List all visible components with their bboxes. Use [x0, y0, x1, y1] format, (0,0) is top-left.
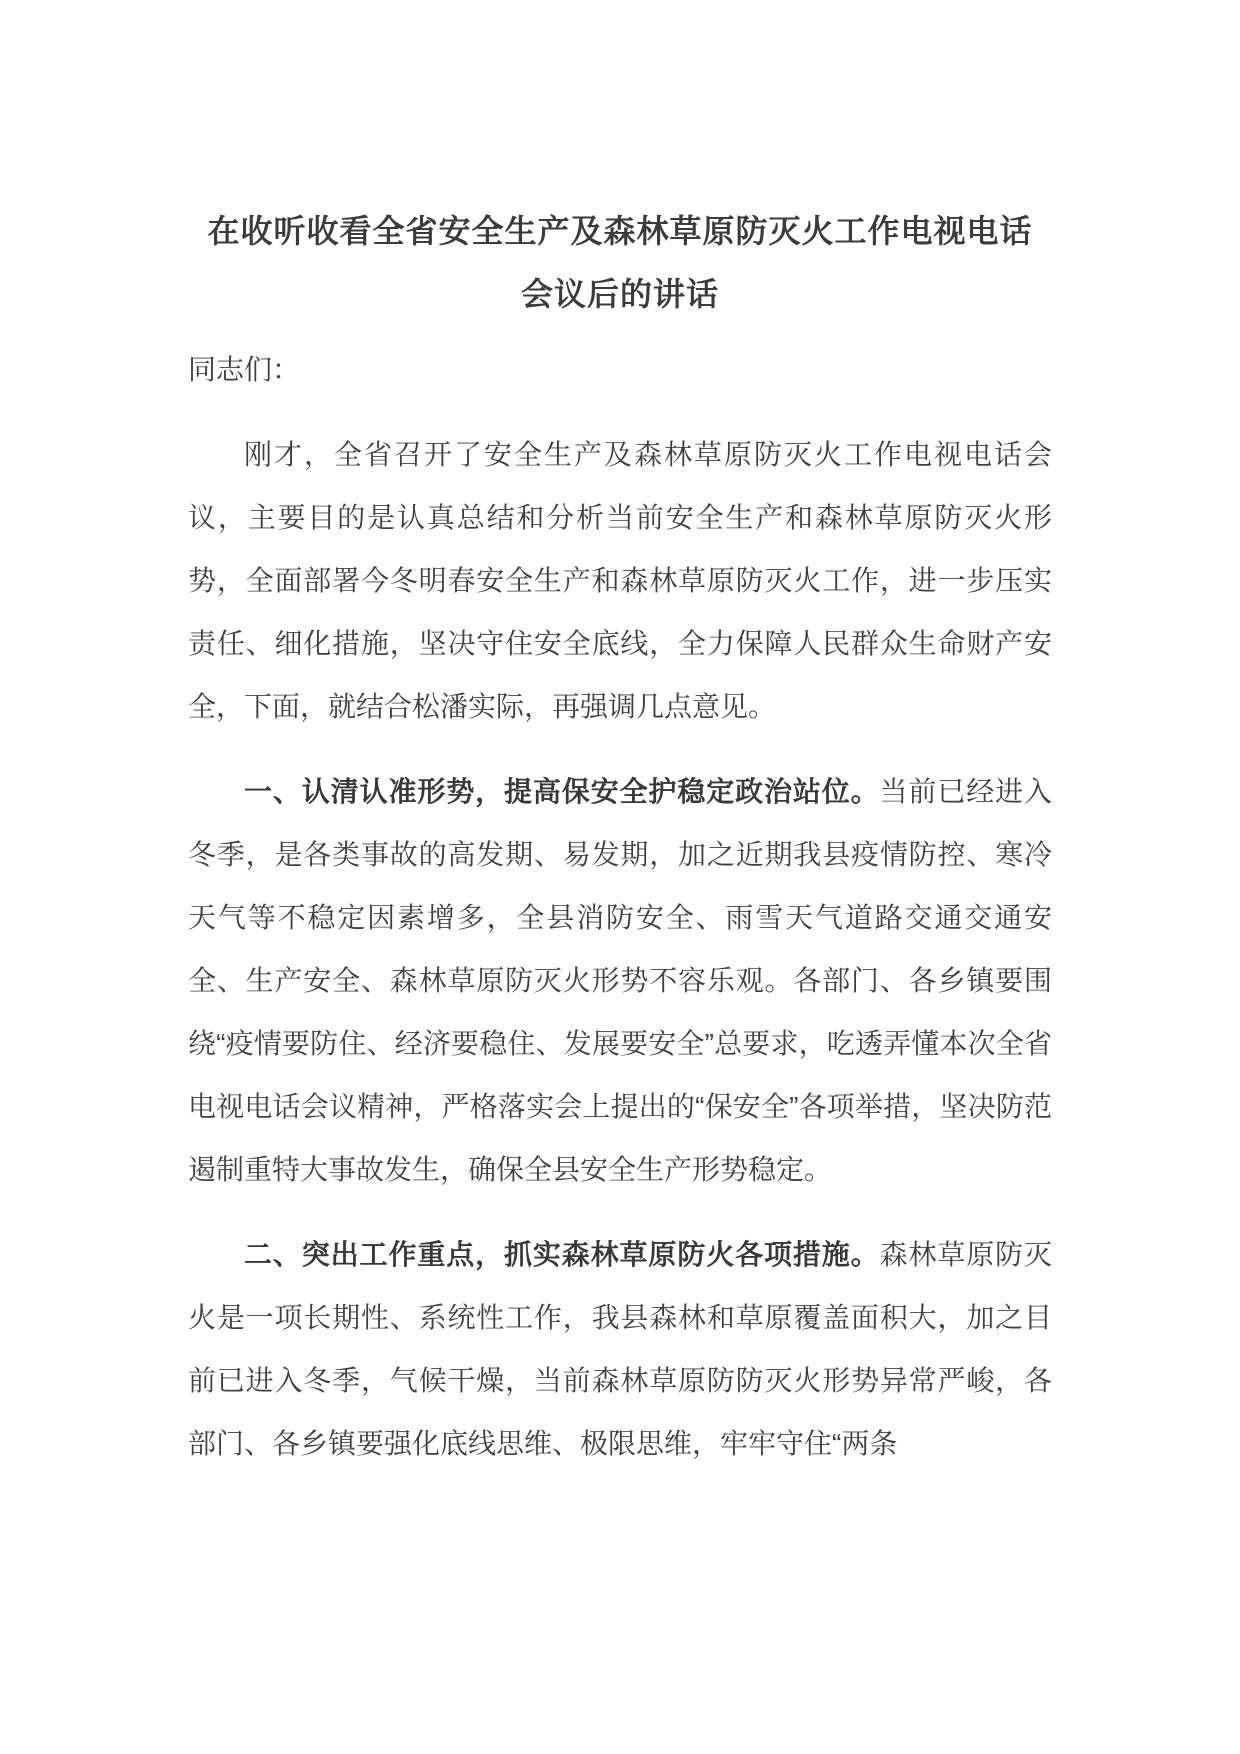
text-run: 刚才，全省召开了安全生产及森林草原防灭火工作电视电话会议，主要目的是认真总结和分析当前安全生产和森林草原防灭火形势，全面部署今冬明春安全生产和森林草原防灭火工作，进一步压实责任、细化措施，坚决守住安全底线，全力保障人民群众生命财产安全，下面，就结合松潘实际，再强调几点意见。 [188, 439, 1052, 722]
bold-run: 一、认清认准形势，提高保安全护稳定政治站位。 [244, 776, 880, 807]
document-title-line: 会议后的讲话 [520, 276, 719, 312]
document-body [188, 338, 1052, 1475]
text-run: 森林草原防灭火是一项长期性、系统性工作，我县森林和草原覆盖面积大，加之目前已进入冬季，气候干燥，当前森林草原防防灭火形势异常严峻，各部门、各乡镇要强化底线思维、极限思维，牢牢守住“两条 [188, 1239, 1052, 1459]
text-run: 同志们： [188, 354, 301, 385]
salutation [188, 338, 1052, 401]
para-opening [188, 423, 1052, 738]
section-1 [188, 760, 1052, 1201]
text-run: 当前已经进入冬季，是各类事故的高发期、易发期，加之近期我县疫情防控、寒冷天气等不稳定因素增多，全县消防安全、雨雪天气道路交通交通安全、生产安全、森林草原防灭火形势不容乐观。各部门、各乡镇要围绕“疫情要防住、经济要稳住、发展要安全”总要求，吃透弄懂本次全省电视电话会议精神，严格落实会上提出的“保安全”各项举措，坚决防范遏制重特大事故发生，确保全县安全生产形势稳定。 [188, 776, 1052, 1185]
bold-run: 二、突出工作重点，抓实森林草原防火各项措施。 [244, 1239, 880, 1270]
document-title [188, 200, 1052, 326]
section-2 [188, 1223, 1052, 1475]
document-title-line: 在收听收看全省安全生产及森林草原防灭火工作电视电话 [207, 213, 1033, 249]
